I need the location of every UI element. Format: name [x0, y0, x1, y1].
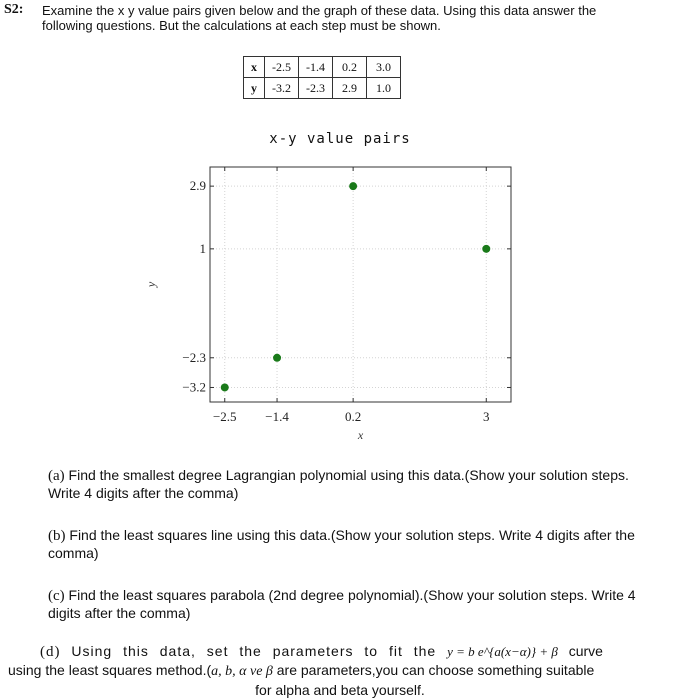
- data-point: [482, 245, 490, 253]
- y-axis-label: y: [144, 281, 158, 288]
- x-tick-label: −1.4: [265, 409, 289, 424]
- table-header-y: y: [244, 78, 265, 99]
- table-cell: 3.0: [367, 57, 401, 78]
- x-tick-label: −2.5: [212, 409, 237, 424]
- table-cell: 2.9: [333, 78, 367, 99]
- part-d-line2-end: are parameters,you can choose something suitable: [276, 662, 595, 678]
- question-part-b: [48, 527, 658, 562]
- question-number: S2:: [4, 2, 24, 17]
- table-cell: 0.2: [333, 57, 367, 78]
- part-d-label: (d): [40, 644, 61, 660]
- x-tick-label: 3: [483, 409, 490, 424]
- table-cell: -1.4: [299, 57, 333, 78]
- table-cell: -3.2: [265, 78, 299, 99]
- part-d-curve-word: curve: [568, 643, 603, 659]
- question-part-d: [40, 643, 680, 661]
- y-tick-label: 1: [199, 240, 206, 256]
- x-axis-label: x: [357, 428, 364, 442]
- part-b-label: (b): [48, 528, 66, 544]
- y-tick-label: −3.2: [182, 379, 206, 395]
- question-part-d-line2: [8, 662, 676, 680]
- question-part-c: [48, 587, 663, 622]
- chart-title: x-y value pairs: [269, 131, 411, 147]
- part-c-label: (c): [48, 588, 65, 604]
- part-c-text: Find the least squares parabola (2nd degree polynomial).(Show your solution steps. Write 4 digits after the comma): [48, 587, 636, 621]
- data-point: [349, 182, 357, 190]
- fit-formula: y = b e^{a(x−α)} + β: [447, 644, 558, 659]
- table-cell: -2.3: [299, 78, 333, 99]
- table-cell: -2.5: [265, 57, 299, 78]
- table-header-x: x: [244, 57, 265, 78]
- data-point: [221, 383, 229, 391]
- part-d-params: a, b, α ve β: [211, 664, 273, 679]
- table-cell: 1.0: [367, 78, 401, 99]
- question-intro: Examine the x y value pairs given below and the graph of these data. Using this data answer the following questions. But the calculations at each step must be shown.: [42, 3, 597, 33]
- part-d-line1: Using this data, set the parameters to fit the: [71, 643, 437, 659]
- data-point: [273, 354, 281, 362]
- part-d-line2-start: using the least squares method.(: [8, 662, 212, 678]
- question-part-d-line3: for alpha and beta yourself.: [255, 682, 425, 698]
- x-tick-label: 0.2: [345, 409, 362, 424]
- plot-frame: [210, 167, 511, 402]
- part-a-label: (a): [48, 468, 65, 484]
- y-tick-label: −2.3: [182, 349, 206, 365]
- part-a-text: Find the smallest degree Lagrangian polynomial using this data.(Show your solution steps. Write 4 digits after the comma): [48, 467, 629, 501]
- part-b-text: Find the least squares line using this data.(Show your solution steps. Write 4 digits after the comma): [48, 527, 635, 561]
- y-tick-label: 2.9: [189, 178, 206, 194]
- question-part-a: [48, 467, 658, 502]
